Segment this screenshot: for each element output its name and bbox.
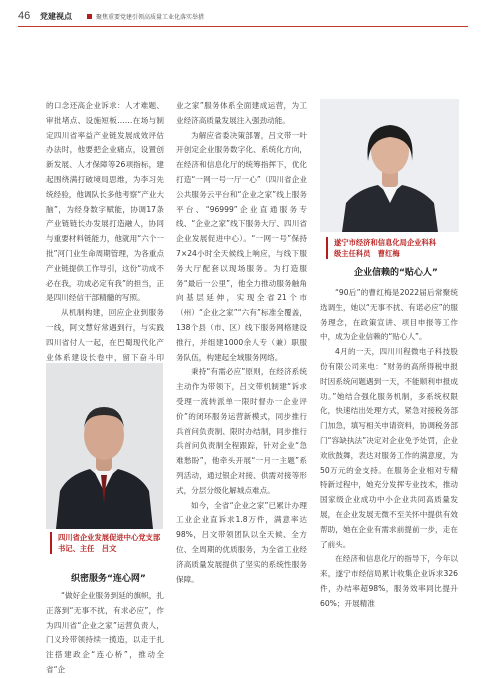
caption-line: 遂宁市经济和信息化局企业科科: [334, 238, 437, 247]
column-2: [176, 99, 307, 587]
column-3: [320, 286, 458, 612]
caption-line: 四川省企业发展促进中心党支部: [58, 533, 161, 542]
section-heading-1: 织密服务“连心网”: [71, 574, 146, 584]
caption-line: 书记、主任 吕文: [58, 544, 117, 553]
paragraph: 如今，全省“企业之家”已累计办理工业企业直诉求1.8万件，满意率达98%，吕文带领团队以全天候、全方位、全周期的优质服务，为全省工业经济高质量发展提供了坚实的系统性服务保障。: [176, 500, 307, 584]
portrait-photo-lv-wen: [46, 363, 163, 529]
caption-line: 级主任科员 曹红梅: [334, 249, 400, 258]
column-1: [46, 99, 164, 380]
paragraph: 从机制构建，回应企业到服务一线，阿文慧好常遇到行，与实践四川省付人一起，在巴蜀现代化产业体系建设长卷中，留下奋斗印: [46, 308, 164, 362]
paragraph: “做好企业服务到延的旗帜，扎正落到“无事不扰，有求必应”，作为四川省“企业之家”运营负责人，门义玲带领持续一揽造，以走于扎注搭建政企“连心桥”，推动全省“企: [46, 591, 164, 674]
caption-bar: [50, 532, 52, 554]
portrait-illustration: [46, 363, 163, 529]
page-header: [18, 10, 468, 24]
paragraph: 在经济和信息化厅的指导下，今年以来，遂宁市经信局累计收集企业诉求326件，办结率超98%，服务效率同比提升60%；开展精准: [320, 554, 458, 608]
caption-bar: [326, 237, 328, 259]
paragraph: 4月的一天，四川川程微电子科技股份有限公司来电：“财务的高所得税申报时因系统问题遇到一天，不能顺利申报成功。”她结合强化服务机制，多系统权限化，快速结出处理方式，紧急对接税务部门加急，填写相关申请资料，协调税务部门“容缺执法”决定对企业免予处罚，企业欢欣鼓舞，表达对服务工作的满意度，为50万元的金支持。在服务企业相对专精特新过程中，她充分发挥专业技术，推动国家级企业成功中小企业共同高质量发展，在企业发展无微不至关怀中提供有效帮助，她在企业有需求前提前一步，走在了前头。: [320, 347, 458, 549]
header-subtitle: 聚焦重要党建引领高质量工业化落实举措: [96, 14, 205, 21]
column-1-lower: [46, 589, 164, 678]
portrait-photo-cao-hongmei: [320, 99, 459, 232]
paragraph: 为解应省委决策部署，吕文带一叶开创定企业服务数字化、系统化方向，在经济和信息化厅的统筹指挥下，优化打造“一网一号一厅一心”（四川省企业公共服务云平台和“企业之家”线上服务平台、“96999”企业直通服务专线、“企业之家”线下服务大厅、四川省企业发展促进中心）。“一网一号”保持7×24小时全天候线上响应，与线下服务大厅配套以现场服务。为打造服务“最后一公里”，他全力推动服务触角向基层延伸，实现全省21个市（州）“企业之家”“六有”标准全覆盖，138个县（市、区）线下服务网格建设推行，并组建1000余人专（兼）职服务队伍，构建起全域服务网络。: [176, 130, 307, 362]
section-title: 党建视点: [40, 12, 72, 21]
page-number: 46: [18, 10, 31, 22]
portrait-illustration: [320, 99, 459, 232]
paragraph: 秉持“有需必应”原则，在经济系统主动作为带领下，吕文带机制建“诉求受理一流转派单一限时督办一企业评价”的闭环服务运营新模式，同步推行兵首问负责制、限时办结制，同步推行兵首问负责制全程跟踪，针对企业“急难愁盼”，他牵头开展“一月一主题”系列活动，通过银企对接、供需对接等形式，分层分级化解城点难点。: [176, 367, 307, 495]
photo-caption-2: [334, 237, 458, 259]
paragraph: 业之家”服务体系全面建成运营，为工业经济高质量发展注入强劲动能。: [176, 101, 307, 125]
photo-caption-1: [58, 532, 166, 554]
paragraph: 的口念还高企业诉求：人才难题、审批堵点、设施短板……在场与制定四川省率益产业链发展成效评估办法时，他要把企业痛点，设置创新发展、人才保障等26项指标，建起围绕满打破境局思维，为李习先统经验，他调队长多他考察“产业大脑”，为经身数字赋能，协调17条产业链链长办发展打造融人，协同与重要材料链能力，他就用“六个一批”河门业生命周期管理，为各重点产业链提供工作导引，这份“功成不必在我，功成必定有我”的担当，正是四川经信干部精髓的写照。: [46, 101, 164, 303]
section-heading-2: 企业信赖的“贴心人”: [354, 268, 438, 278]
paragraph: “90后”的曹红梅是2022届后常聚统选调生，她以“无事不扰、有诺必应”的服务理念，在政策宣讲、项目申报等工作中，成为企业信赖的“贴心人”。: [320, 288, 458, 342]
header-dot: [87, 14, 92, 19]
header-rule: [18, 26, 468, 27]
